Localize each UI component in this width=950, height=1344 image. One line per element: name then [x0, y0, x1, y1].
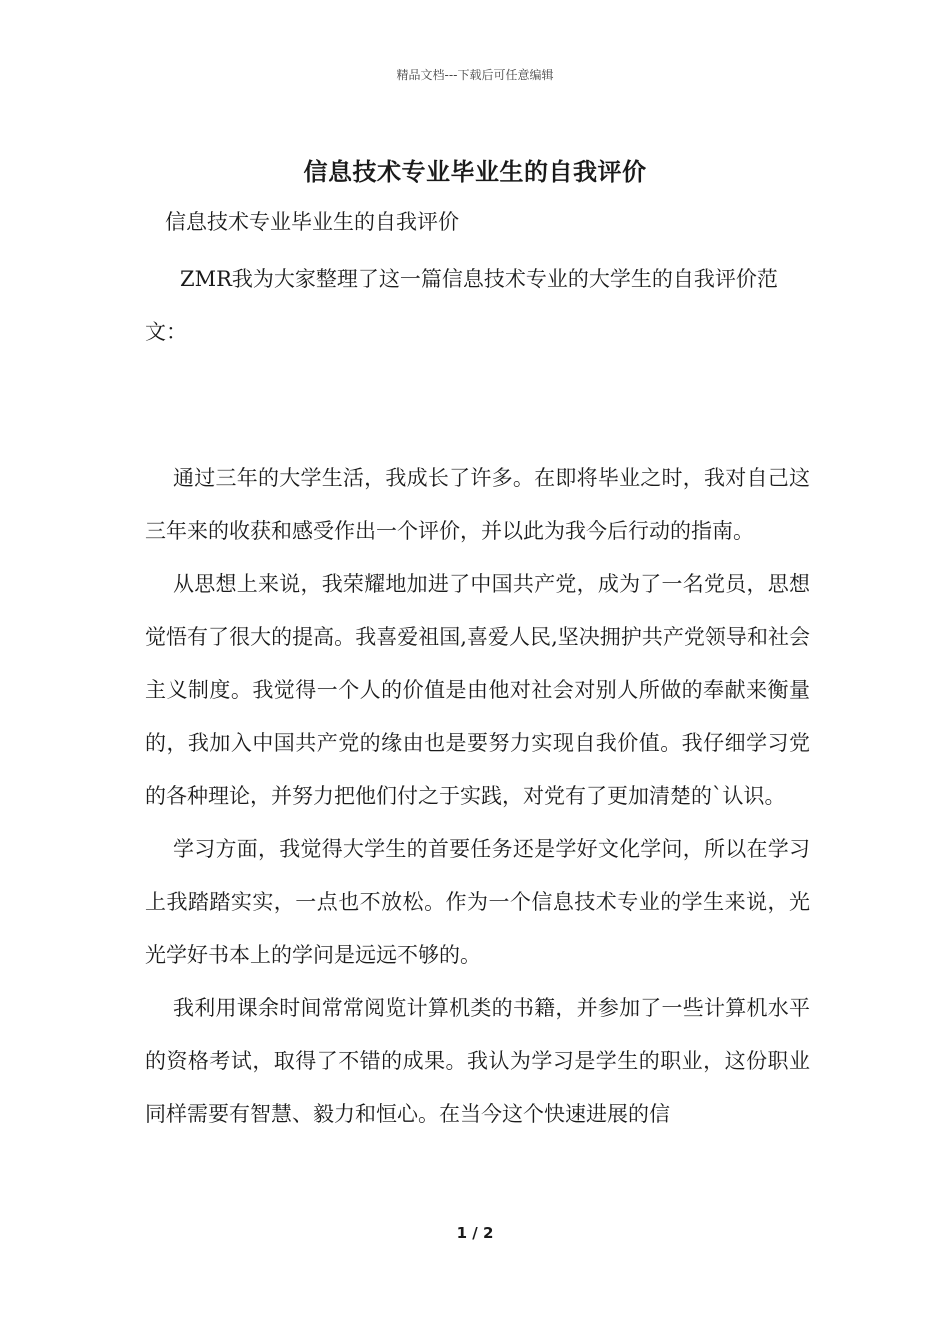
document-subtitle: 信息技术专业毕业生的自我评价	[165, 210, 459, 234]
paragraph: 学习方面，我觉得大学生的首要任务还是学好文化学问，所以在学习上我踏踏实实，一点也不放松。作为一个信息技术专业的学生来说，光光学好书本上的学问是远远不够的。	[145, 837, 810, 967]
paragraph: 我利用课余时间常常阅览计算机类的书籍，并参加了一些计算机水平的资格考试，取得了不错的成果。我认为学习是学生的职业，这份职业同样需要有智慧、毅力和恒心。在当今这个快速进展的信	[145, 996, 810, 1126]
document-title: 信息技术专业毕业生的自我评价	[303, 157, 647, 186]
page-number: 1 / 2	[456, 1224, 494, 1242]
body-text	[145, 452, 810, 1141]
intro-paragraph: ZMR我为大家整理了这一篇信息技术专业的大学生的自我评价范文：	[145, 267, 778, 344]
paragraph: 从思想上来说，我荣耀地加进了中国共产党，成为了一名党员，思想觉悟有了很大的提高。我喜爱祖国,喜爱人民,坚决拥护共产党领导和社会主义制度。我觉得一个人的价值是由他对社会对别人所做的奉献来衡量的，我加入中国共产党的缘由也是要努力实现自我价值。我仔细学习党的各种理论，并努力把他们付之于实践，对党有了更加清楚的`认识。	[145, 572, 810, 808]
paragraph: 通过三年的大学生活，我成长了许多。在即将毕业之时，我对自己这三年来的收获和感受作出一个评价，并以此为我今后行动的指南。	[145, 466, 810, 543]
header-note: 精品文档---下载后可任意编辑	[396, 68, 554, 82]
